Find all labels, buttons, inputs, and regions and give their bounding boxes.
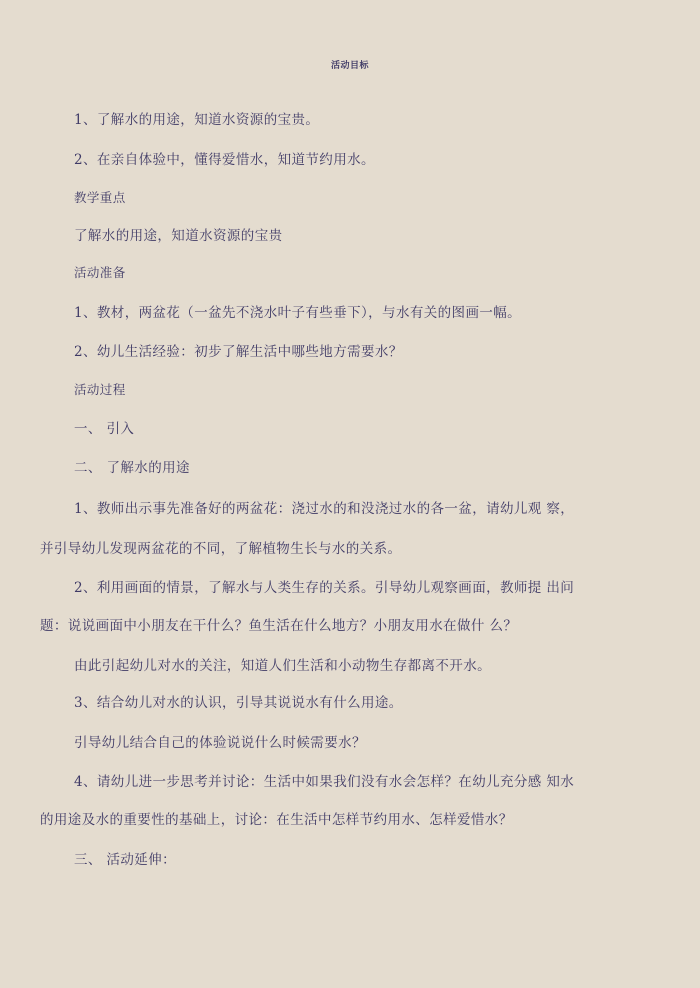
text-line: 三、 活动延伸： bbox=[74, 852, 176, 868]
section-heading: 教学重点 bbox=[74, 190, 126, 205]
text-line: 2、利用画面的情景，了解水与人类生存的关系。引导幼儿观察画面，教师提 出问 bbox=[74, 580, 575, 596]
section-heading: 活动准备 bbox=[74, 265, 126, 280]
text-line: 1、教材，两盆花（一盆先不浇水叶子有些垂下），与水有关的图画一幅。 bbox=[74, 305, 522, 321]
text-line: 由此引起幼儿对水的关注，知道人们生活和小动物生存都离不开水。 bbox=[74, 658, 491, 674]
text-line: 2、幼儿生活经验：初步了解生活中哪些地方需要水？ bbox=[74, 344, 403, 360]
text-line: 的用途及水的重要性的基础上，讨论：在生活中怎样节约用水、怎样爱惜水？ bbox=[40, 812, 513, 828]
text-line: 并引导幼儿发现两盆花的不同，了解植物生长与水的关系。 bbox=[40, 541, 402, 557]
text-line: 引导幼儿结合自己的体验说说什么时候需要水？ bbox=[74, 735, 366, 751]
text-line: 二、 了解水的用途 bbox=[74, 460, 190, 476]
text-line: 2、在亲自体验中，懂得爱惜水，知道节约用水。 bbox=[74, 152, 375, 168]
section-heading: 活动过程 bbox=[74, 382, 126, 397]
text-line: 了解水的用途，知道水资源的宝贵 bbox=[74, 228, 283, 244]
text-line: 1、了解水的用途，知道水资源的宝贵。 bbox=[74, 112, 320, 128]
text-line: 一、 引入 bbox=[74, 421, 135, 437]
text-line: 3、结合幼儿对水的认识，引导其说说水有什么用途。 bbox=[74, 695, 403, 711]
text-line: 1、教师出示事先准备好的两盆花：浇过水的和没浇过水的各一盆，请幼儿观 察， bbox=[74, 501, 575, 517]
text-line: 4、请幼儿进一步思考并讨论：生活中如果我们没有水会怎样？在幼儿充分感 知水 bbox=[74, 774, 575, 790]
document-title: 活动目标 bbox=[330, 61, 369, 71]
text-line: 题：说说画面中小朋友在干什么？鱼生活在什么地方？小朋友用水在做什 么？ bbox=[40, 618, 518, 634]
